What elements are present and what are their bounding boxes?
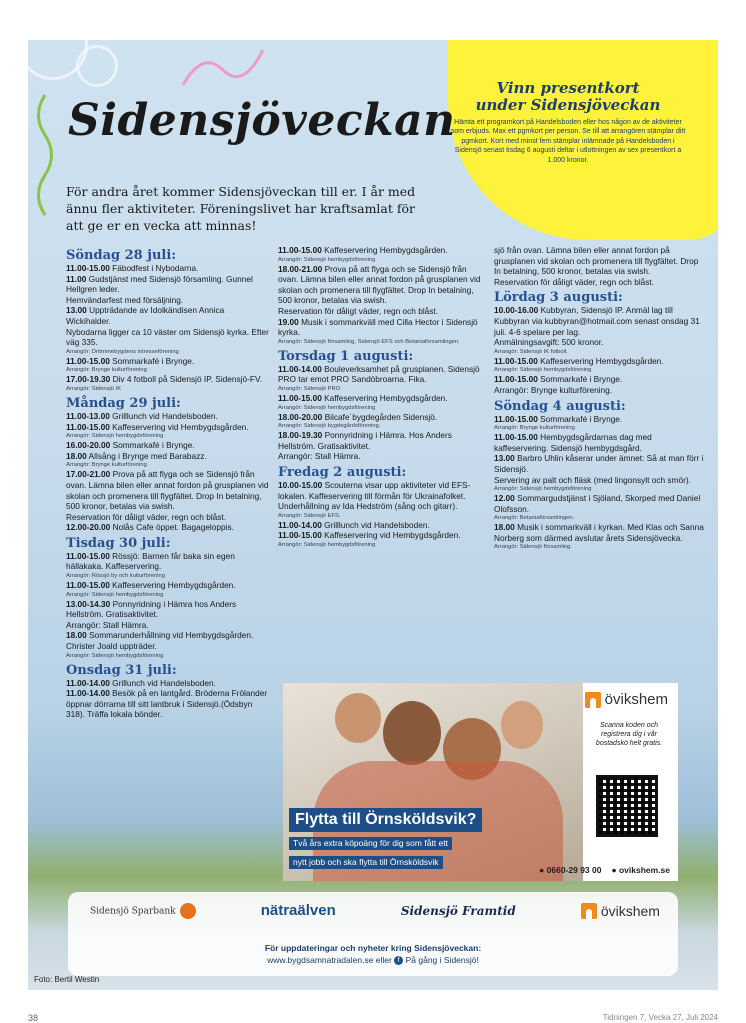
event-line: 11.00-15.00 Kaffeservering Hembygdsgården. (66, 580, 236, 591)
footer-website-link[interactable]: www.bygdsamnatradalen.se eller (267, 955, 392, 965)
event-time: 11.00-14.00 (278, 363, 322, 374)
event-time: 18.00-21.00 (278, 263, 323, 274)
organizer-note: Arrangör: Sidensjö PRO. (278, 385, 342, 392)
event-time: 18.00-19.30 (278, 430, 323, 441)
photo-credit: Foto: Bertil Westin (34, 975, 100, 984)
day-heading: Söndag 28 juli: (66, 248, 177, 263)
event-time: 13.00-14.30 (66, 598, 111, 609)
event-line: 13.00 Uppträdande av Idolkändisen Annica Wickihalder. (66, 305, 225, 326)
ad-contact (539, 865, 670, 875)
event-line: 11.00-15.00 Kaffeservering Hembygdsgården. (494, 355, 664, 366)
event-line: 18.00 Musik i sommarkväll i kyrkan. Med Klas och Sanna Norberg som därmed avslutar årets Sidensjövecka. (494, 522, 704, 543)
organizer-note: Arrangör: Betaniaförsamlingen. (494, 515, 575, 522)
event-line: 18.00-20.00 Bilcafe´bygdegården Sidensjö. (278, 411, 438, 422)
organizer-note: Arrangör: Sidensjö hembygdsförening (66, 591, 164, 598)
scan-instructions: Scanna koden och registrera dig i vår bostadskö helt gratis. (595, 722, 663, 747)
organizer-note: Arrangör: Sidensjö hembygdsförening (494, 367, 592, 374)
event-line: 11.00-13.00 Grilllunch vid Handelsboden. (66, 410, 218, 421)
event-line: 18.00 Allsång i Brynge med Barabazz. (66, 450, 207, 461)
prize-box (448, 80, 688, 165)
event-time: 17.00-21.00 (66, 469, 111, 480)
event-line: 17.00-21.00 Prova på att flyga och se Sidensjö från ovan. Lämna bilen eller annat fordon på grusplanen vid skolan och promenera till flygfältet. Drop In betalning, 500 kronor, betalas via swish. (66, 469, 269, 512)
organizer-note: Arrangör: Sidensjö hembygdsförening (66, 652, 164, 659)
event-line: 16.00-20.00 Sommarkafé i Brynge. (66, 440, 195, 451)
event-time: 11.00-15.00 (66, 355, 110, 366)
event-line: 18.00-19.30 Ponnyridning i Hämra. Hos Anders Hellström. Gratisaktivitet. (278, 430, 452, 451)
event-line: 11.00-15.00 Sommarkafé i Brynge. (494, 374, 623, 385)
facebook-page-link[interactable]: På gång i Sidensjö! (405, 955, 479, 965)
event-time: 11.00-15.00 (66, 580, 110, 591)
event-time: 11.00-15.00 (66, 263, 110, 273)
ad-sub-line1: Två års extra köpoäng för dig som fått ett (289, 837, 452, 850)
event-line: Arrangör: Brynge kulturförening. (494, 384, 613, 395)
ovikshem-advertisement[interactable] (283, 683, 678, 881)
event-time: 11.00-15.00 (494, 432, 538, 443)
intro-text: För andra året kommer Sidensjöveckan till er. I år med ännu fler aktiviteter. Föreningslivet har kraftsamlat för att ge er en vecka att minnas! (66, 184, 416, 233)
event-line: 11.00-15.00 Sommarkafé i Brynge. (66, 355, 195, 366)
organizer-note: Arrangör: Sidensjö IK fotboll. (494, 348, 568, 355)
organizer-note: Arrangör: Brynge kulturförening (66, 367, 147, 374)
man-figure (383, 701, 441, 765)
ovikshem-footer-logo (581, 903, 660, 919)
event-line: 18.00 Sommarunderhållning vid Hembygdsgården. Christer Joald uppträder. (66, 630, 254, 652)
event-line: 11.00 Gudstjänst med Sidensjö församling. Gunnel Hellgren leder. (66, 273, 253, 295)
event-time: 11.00-14.00 (66, 677, 110, 688)
event-line: 12.00-20.00 Nolås Cafe öppet. Bagageloppis. (66, 522, 234, 533)
organizer-note: Arrangör: Sidensjö IK (66, 385, 122, 392)
event-time: 11.00-15.00 (278, 245, 322, 255)
event-line: Reservation för dåligt väder, regn och blåst. (66, 511, 227, 522)
day-heading: Fredag 2 augusti: (278, 464, 407, 480)
event-line: Reservation för dåligt väder, regn och blåst. (278, 305, 439, 316)
footer-line2 (68, 954, 678, 966)
event-line: 19.00 Musik i sommarkväll med Cilla Hector i Sidensjö kyrka. (278, 316, 478, 338)
decoration-ring (76, 45, 118, 87)
event-line: 10.00-16.00 Kubbyran, Sidensjö IP. Anmäl lag till Kubbyran via kubbyran@hotmail.com senast onsdag 31 juli. 4-6 spelare per lag. (494, 305, 700, 337)
event-time: 11.00-15.00 (494, 355, 538, 366)
event-time: 11.00-15.00 (66, 421, 110, 432)
ad-website[interactable]: ● ovikshem.se (611, 865, 670, 875)
event-time: 19.00 (278, 316, 299, 327)
event-line: Servering av palt och fläsk (med lingonsylt och smör). (494, 474, 691, 485)
day-heading: Söndag 4 augusti: (494, 398, 626, 414)
sparbank-name: Sidensjö Sparbank (90, 906, 176, 916)
event-time: 11.00-15.00 (494, 413, 538, 424)
event-time: 11.00-14.00 (66, 688, 110, 699)
ad-phone[interactable]: ● 0660-29 93 00 (539, 865, 602, 875)
facebook-icon: f (394, 956, 403, 965)
ad-sub-line2: nytt jobb och ska flytta till Örnsköldsvik (289, 856, 443, 869)
event-time: 11.00 (66, 273, 87, 284)
ad-subheadline (289, 833, 539, 871)
prize-title (448, 80, 688, 114)
event-line: 10.00-15.00 Scouterna visar upp aktiviteter vid EFS-lokalen. Kaffeservering till förmån för Ukrainafolket. Underhållning av Ida Hedström (sång och gitarr). (278, 479, 471, 512)
event-time: 11.00-15.00 (494, 374, 538, 385)
organizer-note: Arrangör: Sidensjö hembygdsförening (278, 256, 376, 263)
footer-line1: För uppdateringar och nyheter kring Sidensjöveckan: (264, 943, 482, 953)
event-line: Arrangör: Stall Hämra. (278, 451, 361, 462)
event-line: 11.00-14.00 Grillunch vid Handelsboden. (66, 677, 216, 688)
organizer-note: Arrangör: Sidensjö hembygdsförening (494, 486, 592, 493)
natraalven-logo: nätraälven (260, 902, 336, 919)
program-column-3 (494, 245, 704, 551)
organizer-note: Arrangör: Sidensjö bygdegårdsförening. (278, 423, 381, 430)
event-time: 13.00 (66, 305, 87, 316)
event-line: 13.00 Barbro Uhlin kåserar under ämnet: Så at man förr i Sidensjö. (494, 453, 704, 474)
event-time: 10.00-16.00 (494, 305, 539, 316)
event-line: Reservation för dåligt väder, regn och blåst. (494, 276, 655, 287)
day-heading: Lördag 3 augusti: (494, 290, 623, 306)
ovikshem-brand-name: övikshem (604, 691, 668, 708)
publication-info: Tidningen 7, Vecka 27, Juli 2024 (602, 1013, 718, 1022)
event-time: 17.00-19.30 (66, 374, 111, 385)
event-time: 10.00-15.00 (278, 479, 323, 490)
child-figure (501, 701, 543, 749)
day-heading: Onsdag 31 juli: (66, 662, 177, 678)
event-line: 11.00-14.00 Grilllunch vid Handelsboden. (278, 519, 430, 530)
event-time: 11.00-15.00 (278, 392, 322, 403)
program-column-1 (66, 245, 271, 720)
event-line: 11.00-15.00 Kaffeservering vid Hembygdsgården. (278, 530, 461, 541)
event-time: 18.00 (66, 450, 87, 461)
house-icon (581, 903, 597, 919)
sparbank-logo (90, 903, 196, 919)
organizer-note: Arrangör: Brynge kulturförening (66, 462, 147, 469)
sidensjo-framtid-logo: Sidensjö Framtid (400, 903, 516, 918)
event-time: 18.00-20.00 (278, 411, 323, 422)
organizer-note: Arrangör: Rössjö by och kulturförening (66, 573, 165, 580)
event-line: 11.00-15.00 Sommarkafé i Brynge. (494, 413, 623, 424)
organizer-note: Arrangör: Sidensjö EFS. (278, 512, 341, 519)
organizer-note: Arrangör: Brynge kulturförening (494, 425, 575, 432)
event-time: 11.00-15.00 (278, 530, 322, 541)
ad-headline (289, 808, 482, 832)
event-line: 11.00-15.00 Kaffeservering Hembygdsgården. (278, 245, 448, 255)
event-line: 13.00-14.30 Ponnyridning i Hämra hos Anders Hellström. Gratisaktivitet. (66, 598, 237, 620)
event-line: 12.00 Sommargudstjänst i Sjöland, Skorped med Daniel Olofsson. (494, 493, 701, 514)
day-heading: Tisdag 30 juli: (66, 535, 171, 551)
ovikshem-footer-name: övikshem (600, 902, 660, 919)
prize-title-line2: under Sidensjöveckan (475, 96, 661, 114)
organizer-note: Arrangör: Sidensjö församling. (494, 544, 572, 551)
child-figure (335, 693, 381, 743)
event-time: 12.00-20.00 (66, 522, 111, 533)
decoration-squiggle (30, 90, 60, 220)
event-line: 11.00-15.00 Fäbodfest i Nybodarna. (66, 263, 199, 273)
sponsor-logos (90, 902, 660, 919)
program-column-2 (278, 245, 483, 549)
event-line: Nybodarna ligger ca 10 väster om Sidensjö kyrka. Efter väg 335. (66, 326, 269, 348)
event-time: 12.00 (494, 493, 515, 504)
event-time: 13.00 (494, 453, 515, 464)
event-line: 11.00-15.00 Kaffeservering Hembygdsgården. (278, 392, 448, 403)
organizer-note: Arrangör: Sidensjö hembygdsförening (278, 404, 376, 411)
event-line: Anmälningsavgift: 500 kronor. (494, 337, 604, 348)
decoration-squiggle (178, 40, 268, 100)
ad-phone-number: 0660-29 93 00 (546, 865, 602, 875)
event-line: 11.00-14.00 Bouleverksamhet på grusplanen. Sidensjö PRO tar emot PRO Sandöbroarna. Fika. (278, 363, 480, 385)
organizer-note: Arrangör: Drömmebygdens intresseförening (66, 348, 179, 355)
event-time: 18.00 (66, 630, 87, 641)
event-line: 17.00-19.30 Div 4 fotboll på Sidensjö IP. Sidensjö-FV. (66, 374, 263, 385)
prize-title-line1: Vinn presentkort (496, 79, 640, 97)
page-title: Sidensjöveckan (68, 95, 456, 146)
event-line: Hemvändarfest med försäljning. (66, 294, 184, 305)
event-time: 11.00-13.00 (66, 410, 110, 421)
event-line: 11.00-15.00 Kaffeservering vid Hembygdsgården. (66, 421, 249, 432)
event-line: 11.00-14.00 Besök på en lantgård. Bröderna Frölander öppnar dörrarna till sitt lantbruk i Sidensjö.(Ödsbyn 318). Träffa lokala bönder. (66, 688, 268, 720)
prize-text: Hämta ett programkort på Handelsboden eller hos någon av de aktiviteter som erbjuds. Max ett pgmkort per person. Se till att arrangören stämplar ditt pgmkort. Kort med minst fem stämplar inlämnade på Handelsboden i Sidensjö senast tisdag 6 augusti deltar i utlottningen av sex presentkort a 1.000 kronor. (450, 119, 686, 164)
organizer-note: Arrangör: Sidensjö församling, Sidensjö EFS och Betaniaförsamlingen. (278, 338, 460, 345)
event-line: Arrangör: Stall Hämra. (66, 619, 149, 630)
qr-code-icon[interactable] (596, 775, 658, 837)
poster (28, 40, 718, 990)
sponsor-footer (68, 892, 678, 976)
event-line: 18.00-21.00 Prova på att flyga och se Sidensjö från ovan. Lämna bilen eller annat fordon på grusplanen vid skolan och promenera till flygfältet. Drop In betalning, 500 kronor, betalas via swish. (278, 263, 481, 306)
house-icon (585, 692, 601, 708)
day-heading: Måndag 29 juli: (66, 395, 181, 411)
event-time: 11.00-15.00 (66, 550, 110, 561)
event-line: 11.00-15.00 Rössjö: Barnen får baka sin egen hällakaka. Kaffeservering. (66, 550, 235, 572)
page-number: 38 (28, 1013, 39, 1023)
event-line: 11.00-15.00 Hembygdsgårdarnas dag med kaffeservering. Sidensjö hembygdsgård. (494, 432, 652, 453)
event-line: sjö från ovan. Lämna bilen eller annat fordon på grusplanen vid skolan och promenera till flygfältet. Drop In betalning, 500 kronor, betalas via swish. (494, 245, 699, 277)
footer-text (68, 942, 678, 966)
event-time: 18.00 (494, 522, 515, 533)
sparbank-icon (180, 903, 196, 919)
day-heading: Torsdag 1 augusti: (278, 348, 414, 364)
organizer-note: Arrangör: Sidensjö hembygdsförening (278, 541, 376, 548)
event-time: 16.00-20.00 (66, 440, 111, 451)
event-time: 11.00-14.00 (278, 519, 322, 530)
ad-website-url: ovikshem.se (618, 865, 670, 875)
organizer-note: Arrangör: Sidensjö hembygdsförening (66, 433, 164, 440)
ad-headline-text: Flytta till Örnsköldsvik? (295, 811, 477, 828)
ovikshem-logo (585, 691, 668, 708)
